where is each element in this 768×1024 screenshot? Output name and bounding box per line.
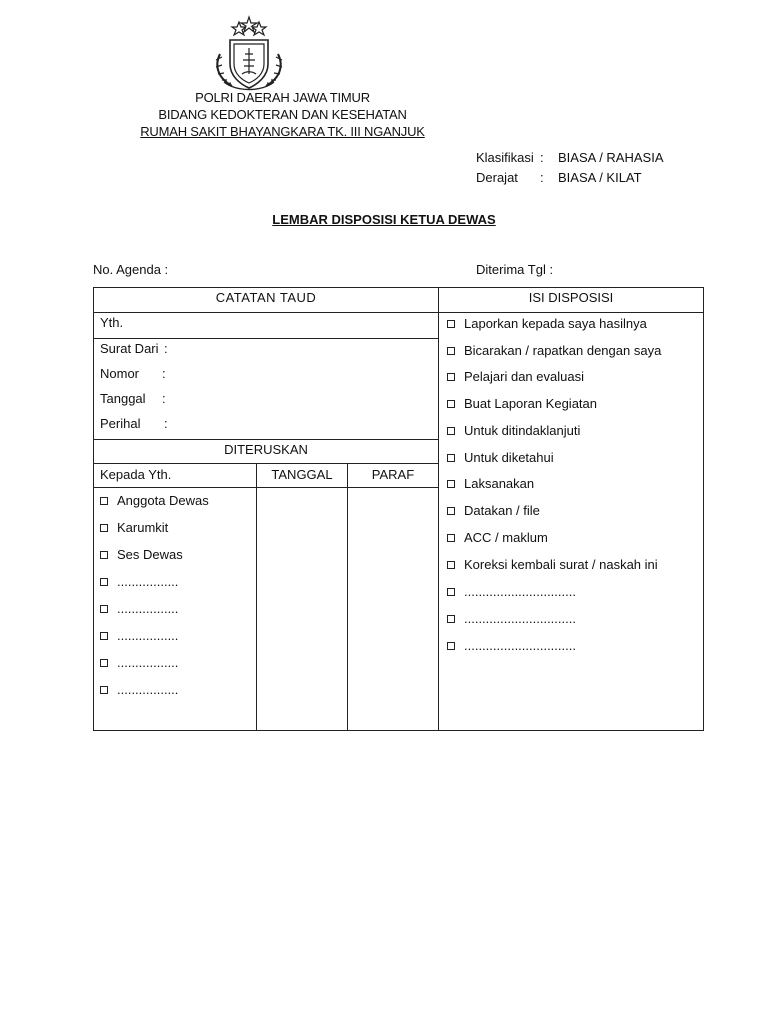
checkbox[interactable]	[447, 561, 455, 569]
recipient-label: .................	[117, 682, 179, 697]
paraf-header: PARAF	[371, 467, 415, 482]
recipient-item	[100, 601, 178, 617]
colon: :	[540, 150, 544, 165]
checkbox[interactable]	[447, 400, 455, 408]
checkbox[interactable]	[447, 507, 455, 515]
header-row-divider	[94, 312, 703, 313]
checkbox[interactable]	[447, 615, 455, 623]
disposition-item	[447, 584, 576, 600]
checkbox[interactable]	[447, 427, 455, 435]
yth-label: Yth.	[100, 315, 124, 330]
recipient-item	[100, 682, 178, 698]
checkbox[interactable]	[100, 605, 108, 613]
disposition-item	[447, 530, 548, 546]
checkbox[interactable]	[447, 642, 455, 650]
disposition-item	[447, 638, 576, 654]
field-label: Perihal	[100, 416, 141, 431]
tanggal-col-divider	[256, 463, 257, 730]
catatan-taud-header: CATATAN TAUD	[215, 290, 317, 305]
recipient-item	[100, 493, 209, 509]
disposition-item	[447, 611, 576, 627]
document-title: LEMBAR DISPOSISI KETUA DEWAS	[272, 212, 496, 227]
recipient-label: .................	[117, 574, 179, 589]
disposition-item	[447, 396, 597, 412]
header-line-3-text: RUMAH SAKIT BHAYANGKARA TK. III NGANJUK	[140, 124, 425, 139]
yth-row-divider	[94, 338, 438, 339]
disposition-label: ...............................	[464, 611, 576, 626]
diteruskan-divider	[94, 463, 438, 464]
disposition-item	[447, 316, 647, 332]
disposition-label: Bicarakan / rapatkan dengan saya	[464, 343, 662, 358]
disposition-label: ACC / maklum	[464, 530, 548, 545]
field-label: Surat Dari	[100, 341, 159, 356]
field-colon: :	[162, 391, 166, 406]
klasifikasi-value: BIASA / RAHASIA	[558, 150, 664, 165]
disposition-item	[447, 450, 554, 466]
field-colon: :	[164, 416, 168, 431]
checkbox[interactable]	[447, 480, 455, 488]
disposition-label: Koreksi kembali surat / naskah ini	[464, 557, 658, 572]
klasifikasi-label: Klasifikasi	[476, 150, 534, 165]
checkbox[interactable]	[100, 659, 108, 667]
checkbox[interactable]	[100, 524, 108, 532]
kepada-yth-header: Kepada Yth.	[100, 467, 172, 482]
checkbox[interactable]	[447, 347, 455, 355]
recipient-item	[100, 574, 178, 590]
recipient-label: Ses Dewas	[117, 547, 183, 562]
disposition-label: Laksanakan	[464, 476, 535, 491]
derajat-label: Derajat	[476, 170, 518, 185]
colon: :	[540, 170, 544, 185]
recipient-label: .................	[117, 628, 179, 643]
disposition-item	[447, 343, 661, 359]
col-header-divider	[94, 487, 438, 488]
checkbox[interactable]	[100, 551, 108, 559]
checkbox[interactable]	[447, 534, 455, 542]
paraf-col-divider	[347, 463, 348, 730]
recipient-item	[100, 628, 178, 644]
disposition-label: Datakan / file	[464, 503, 540, 518]
field-label: Nomor	[100, 366, 140, 381]
recipient-item	[100, 547, 183, 563]
header-line-2: BIDANG KEDOKTERAN DAN KESEHATAN	[158, 107, 407, 122]
column-divider	[438, 288, 439, 730]
recipient-label: .................	[117, 601, 179, 616]
disposition-table	[93, 287, 704, 731]
tanggal-header: TANGGAL	[271, 467, 333, 482]
disposition-item	[447, 503, 540, 519]
disposition-label: ...............................	[464, 638, 576, 653]
diteruskan-header: DITERUSKAN	[224, 442, 308, 457]
recipient-label: Anggota Dewas	[117, 493, 209, 508]
isi-disposisi-header: ISI DISPOSISI	[528, 290, 614, 305]
polri-emblem-logo	[206, 14, 292, 92]
disposition-label: Buat Laporan Kegiatan	[464, 396, 597, 411]
no-agenda-label: No. Agenda :	[93, 262, 169, 277]
checkbox[interactable]	[447, 454, 455, 462]
fields-divider	[94, 439, 438, 440]
checkbox[interactable]	[100, 632, 108, 640]
diterima-tgl-label: Diterima Tgl :	[476, 262, 554, 277]
disposition-item	[447, 557, 658, 573]
recipient-label: Karumkit	[117, 520, 169, 535]
checkbox[interactable]	[100, 497, 108, 505]
checkbox[interactable]	[447, 373, 455, 381]
checkbox[interactable]	[447, 588, 455, 596]
classification-block	[476, 148, 664, 188]
field-label: Tanggal	[100, 391, 146, 406]
disposition-label: Untuk diketahui	[464, 450, 554, 465]
disposition-item	[447, 423, 580, 439]
disposition-label: Pelajari dan evaluasi	[464, 369, 584, 384]
disposition-label: Untuk ditindaklanjuti	[464, 423, 581, 438]
field-colon: :	[164, 341, 168, 356]
checkbox[interactable]	[100, 686, 108, 694]
recipient-item	[100, 520, 168, 536]
header-line-3	[60, 123, 505, 140]
derajat-value: BIASA / KILAT	[558, 170, 642, 185]
disposition-label: Laporkan kepada saya hasilnya	[464, 316, 647, 331]
checkbox[interactable]	[447, 320, 455, 328]
field-colon: :	[162, 366, 166, 381]
header-line-1: POLRI DAERAH JAWA TIMUR	[195, 90, 370, 105]
recipient-label: .................	[117, 655, 179, 670]
checkbox[interactable]	[100, 578, 108, 586]
disposition-item	[447, 369, 584, 385]
disposition-item	[447, 476, 534, 492]
disposition-label: ...............................	[464, 584, 576, 599]
recipient-item	[100, 655, 178, 671]
